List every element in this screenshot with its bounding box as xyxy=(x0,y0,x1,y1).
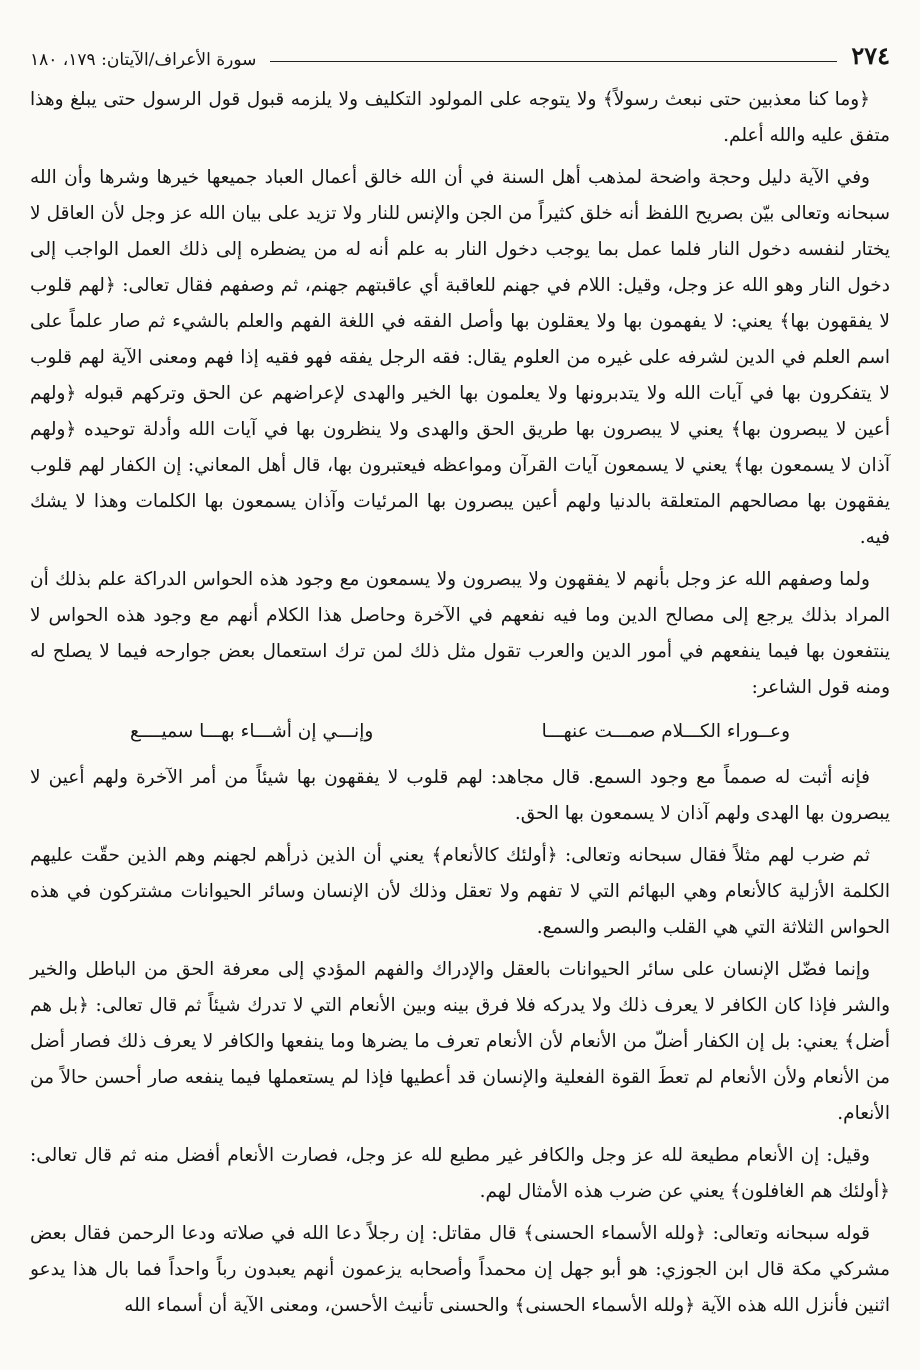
paragraph: ولما وصفهم الله عز وجل بأنهم لا يفقهون ولا يبصرون ولا يسمعون مع وجود هذه الحواس الدراكة علم بذلك أن المراد بذلك يرجع إلى مصالح الدين وما فيه نفعهم في الآخرة وحاصل هذا الكلام أنهم مع وجود هذه الحواس لا ينتفعون بها فيما ينفعهم في أمور الدين والعرب تقول مثل ذلك لمن ترك استعمال بعض جوارحه فيما لا يصلح له ومنه قول الشاعر: xyxy=(30,569,890,698)
paragraph: فإنه أثبت له صمماً مع وجود السمع. قال مجاهد: لهم قلوب لا يفقهون بها شيئاً من أمر الآخرة ولهم أعين لا يبصرون بها الهدى ولهم آذان لا يسمعون بها الحق. xyxy=(30,767,890,824)
header-rule xyxy=(270,61,837,62)
running-title: سورة الأعراف/الآيتان: ١٧٩، ١٨٠ xyxy=(30,50,257,70)
page-header xyxy=(30,34,890,70)
paragraph: وقيل: إن الأنعام مطيعة لله عز وجل والكافر غير مطيع لله عز وجل، فصارت الأنعام أفضل منه ثم قال تعالى: ﴿أولئك هم الغافلون﴾ يعني عن ضرب هذه الأمثال لهم. xyxy=(30,1145,890,1202)
page-number: ٢٧٤ xyxy=(851,41,890,70)
verse-second-hemistich: وإنـــي إن أشـــاء بهـــا سميــــع xyxy=(130,721,374,742)
paragraph: ثم ضرب لهم مثلاً فقال سبحانه وتعالى: ﴿أولئك كالأنعام﴾ يعني أن الذين ذرأهم لجهنم وهم الذين حقّت عليهم الكلمة الأزلية كالأنعام وهي البهائم التي لا تفهم ولا تعقل وذلك لأن الإنسان وسائر الحيوانات مشتركون في هذه الحواس الثلاثة التي هي القلب والبصر والسمع. xyxy=(30,845,890,938)
paragraph: ﴿وما كنا معذبين حتى نبعث رسولاً﴾ ولا يتوجه على المولود التكليف ولا يلزمه قبول قول الرسول حتى يبلغ وهذا متفق عليه والله أعلم. xyxy=(30,89,890,146)
body-text xyxy=(30,82,890,1324)
paragraph: وإنما فضّل الإنسان على سائر الحيوانات بالعقل والإدراك والفهم المؤدي إلى معرفة الحق من الباطل والخير والشر فإذا كان الكافر لا يعرف ذلك ولا يدركه فلا فرق بينه وبين الأنعام التي لا تدرك شيئاً ثم قال تعالى: ﴿بل هم أضل﴾ يعني: بل إن الكفار أضلّ من الأنعام لأن الأنعام تعرف ما يضرها وما ينفعها والكافر لا يعرف ذلك فصار أضل من الأنعام ولأن الأنعام لم تعطَ القوة الفعلية والإنسان قد أعطيها فإذا لم يستعملها فيما ينفعه صار أحسن حالاً من الأنعام. xyxy=(30,959,890,1124)
paragraph: قوله سبحانه وتعالى: ﴿ولله الأسماء الحسنى﴾ قال مقاتل: إن رجلاً دعا الله في صلاته ودعا الرحمن فقال بعض مشركي مكة قال ابن الجوزي: هو أبو جهل إن محمداً وأصحابه يزعمون أنهم يعبدون رباً واحداً فما بال هذا يدعو اثنين فأنزل الله هذه الآية ﴿ولله الأسماء الحسنى﴾ والحسنى تأنيث الأحسن، ومعنى الآية أن أسماء الله xyxy=(30,1223,890,1316)
paragraph: وفي الآية دليل وحجة واضحة لمذهب أهل السنة في أن الله خالق أعمال العباد جميعها خيرها وشرها وأن الله سبحانه وتعالى بيّن بصريح اللفظ أنه خلق كثيراً من الجن والإنس للنار ولا تزيد على بيان الله عز وجل لأن العاقل لا يختار لنفسه دخول النار فلما عمل بما يوجب دخول النار به علم أنه له من يضطره إلى ذلك العمل الواجب إلى دخول النار وهو الله عز وجل، وقيل: اللام في جهنم للعاقبة أي عاقبتهم جهنم، ثم وصفهم فقال تعالى: ﴿لهم قلوب لا يفقهون بها﴾ يعني: لا يفهمون بها ولا يعقلون بها وأصل الفقه في اللغة الفهم والعلم بالشيء ثم صار علماً على اسم العلم في الدين لشرفه على غيره من العلوم يقال: فقه الرجل يفقه فهو فقيه إذا فهم ومعنى الآية لهم قلوب لا يتفكرون بها في آيات الله ولا يتدبرونها ولا يعلمون بها الخير والهدى لإعراضهم عن الحق وتركهم قبوله ﴿ولهم أعين لا يبصرون بها﴾ يعني لا يبصرون بها طريق الحق والهدى ولا ينظرون بها في آيات الله وأدلة توحيده ﴿ولهم آذان لا يسمعون بها﴾ يعني لا يسمعون آيات القرآن ومواعظه فيعتبرون بها، قال أهل المعاني: إن الكفار لهم قلوب يفقهون بها مصالحهم المتعلقة بالدنيا ولهم أعين يبصرون بها المرئيات وآذان يسمعون بها الكلمات وهذا لا يشك فيه. xyxy=(30,167,890,548)
poetry-verse xyxy=(130,714,790,750)
verse-first-hemistich: وعــوراء الكـــلام صمـــت عنهـــا xyxy=(541,721,790,742)
